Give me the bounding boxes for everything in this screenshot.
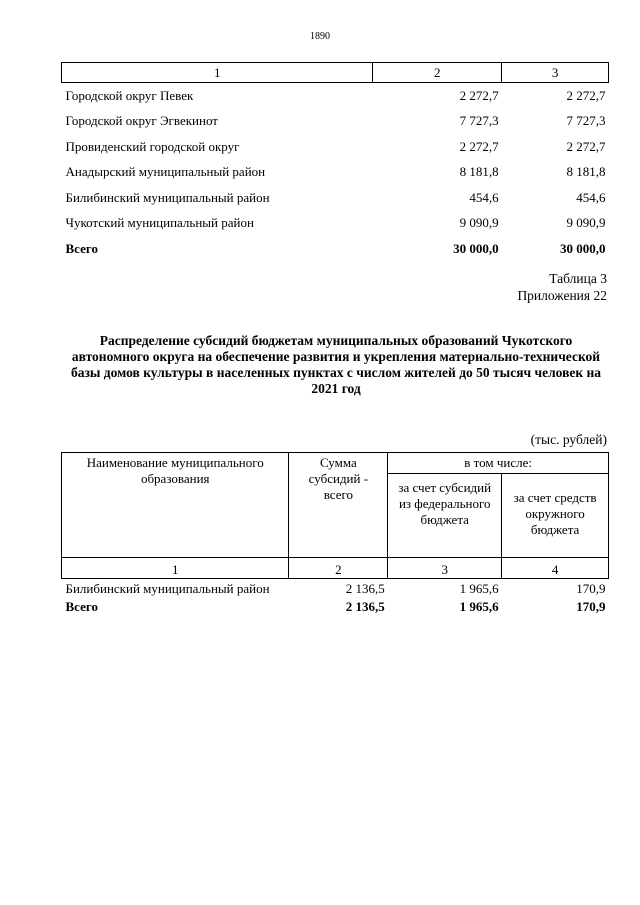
header-federal: за счет субсидий из федерального бюджета bbox=[388, 474, 502, 558]
table-row bbox=[62, 134, 609, 160]
municipality-name: Билибинский муниципальный район bbox=[65, 581, 270, 596]
column-number: 3 bbox=[388, 558, 502, 579]
column-number: 1 bbox=[62, 63, 373, 83]
column-number: 4 bbox=[502, 558, 609, 579]
amount-value: 454,6 bbox=[576, 189, 606, 205]
table-number: Таблица 3 bbox=[549, 271, 607, 286]
distribution-table-continued bbox=[61, 62, 609, 262]
amount-value: 7 727,3 bbox=[459, 113, 499, 129]
table-row bbox=[62, 185, 609, 211]
table-row bbox=[62, 160, 609, 186]
units-label: (тыс. рублей) bbox=[530, 432, 607, 447]
table-header-row bbox=[62, 63, 609, 83]
table-row bbox=[62, 109, 609, 135]
municipality-name: Анадырский муниципальный район bbox=[65, 164, 266, 180]
table-row bbox=[62, 211, 609, 237]
table-row bbox=[62, 579, 609, 600]
amount-value: 9 090,9 bbox=[459, 215, 499, 231]
column-number: 3 bbox=[502, 63, 609, 83]
amount-value: 2 272,7 bbox=[566, 87, 606, 103]
municipality-name: Городской округ Эгвекинот bbox=[65, 113, 218, 129]
amount-total: 2 136,5 bbox=[345, 581, 385, 596]
amount-value: 8 181,8 bbox=[459, 164, 499, 180]
table-caption bbox=[517, 270, 607, 304]
amount-value: 8 181,8 bbox=[566, 164, 606, 180]
column-number: 1 bbox=[62, 558, 289, 579]
amount-value: 2 272,7 bbox=[459, 138, 499, 154]
total-label: Всего bbox=[65, 599, 98, 614]
total-row bbox=[62, 599, 609, 617]
appendix-reference: Приложения 22 bbox=[517, 288, 607, 303]
municipality-name: Чукотский муниципальный район bbox=[65, 215, 254, 231]
column-number: 2 bbox=[289, 558, 388, 579]
table-row bbox=[62, 83, 609, 109]
total-row bbox=[62, 236, 609, 262]
header-regional: за счет средств окружного бюджета bbox=[502, 474, 609, 558]
amount-regional: 170,9 bbox=[576, 581, 606, 596]
header-total-subsidy: Сумма субсидий - всего bbox=[289, 453, 388, 558]
subsidy-distribution-table bbox=[61, 452, 609, 617]
municipality-name: Билибинский муниципальный район bbox=[65, 189, 270, 205]
municipality-name: Городской округ Певек bbox=[65, 87, 194, 103]
table-title: Распределение субсидий бюджетам муниципальных образований Чукотского автономного округа на обеспечение развития и укрепления материально-технической базы домов культуры в населенных пунктах с числом жителей до 50 тысяч человек на 2021 год bbox=[70, 333, 602, 396]
total-label: Всего bbox=[65, 240, 98, 256]
header-municipality: Наименование муниципального образования bbox=[62, 453, 289, 558]
municipality-name: Провиденский городской округ bbox=[65, 138, 240, 154]
amount-value: 2 272,7 bbox=[459, 87, 499, 103]
amount-value: 2 272,7 bbox=[566, 138, 606, 154]
total-value: 170,9 bbox=[576, 599, 606, 614]
amount-federal: 1 965,6 bbox=[459, 581, 499, 596]
total-value: 30 000,0 bbox=[453, 240, 499, 256]
column-numbers-row bbox=[62, 558, 609, 579]
total-value: 30 000,0 bbox=[560, 240, 606, 256]
amount-value: 9 090,9 bbox=[566, 215, 606, 231]
column-number: 2 bbox=[373, 63, 502, 83]
amount-value: 7 727,3 bbox=[566, 113, 606, 129]
table-header-row bbox=[62, 453, 609, 474]
amount-value: 454,6 bbox=[469, 189, 499, 205]
page-number: 1890 bbox=[310, 31, 330, 42]
header-including-group: в том числе: bbox=[388, 453, 609, 474]
total-value: 1 965,6 bbox=[459, 599, 499, 614]
total-value: 2 136,5 bbox=[345, 599, 385, 614]
